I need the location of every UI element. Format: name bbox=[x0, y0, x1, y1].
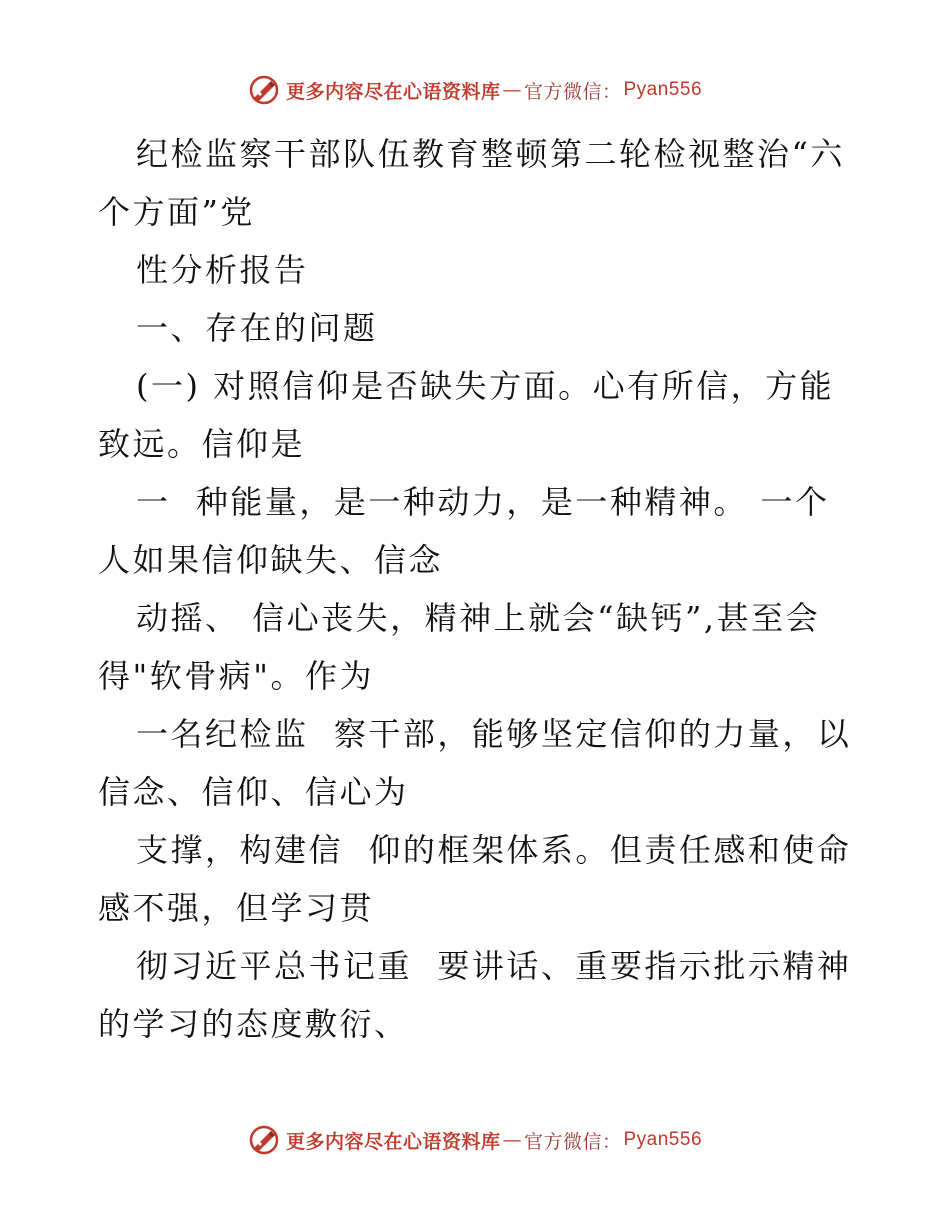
footer-wechat-label: 官方微信： bbox=[523, 1130, 622, 1153]
paragraph-title-line-1: 纪检监察干部队伍教育整顿第二轮检视整治“六个方面”党 bbox=[98, 135, 845, 231]
paragraph-body: (一) 对照信仰是否缺失方面。心有所信，方能致远。信仰是 bbox=[98, 367, 835, 463]
footer-slogan: 更多内容尽在心语资料库 bbox=[285, 1130, 501, 1153]
document-body bbox=[98, 125, 858, 1053]
header-watermark-banner bbox=[0, 70, 950, 110]
pen-logo-icon bbox=[248, 1124, 280, 1156]
header-wechat-id: Pyan556 bbox=[623, 79, 703, 100]
paragraph-body: 动摇、 信心丧失，精神上就会“缺钙”,甚至会得"软骨病"。作为 bbox=[98, 599, 821, 695]
paragraph-body: 一 种能量，是一种动力，是一种精神。 一个人如果信仰缺失、信念 bbox=[98, 483, 830, 579]
paragraph-body: 一名纪检监 察干部，能够坚定信仰的力量，以信念、信仰、信心为 bbox=[98, 715, 852, 811]
paragraph-title-line-2: 性分析报告 bbox=[136, 251, 309, 289]
pen-logo-icon bbox=[248, 74, 280, 106]
paragraph-body: 彻习近平总书记重 要讲话、重要指示批示精神的学习的态度敷衍、 bbox=[98, 947, 852, 1043]
footer-wechat-id: Pyan556 bbox=[623, 1129, 703, 1150]
paragraph-body: 支撑，构建信 仰的框架体系。但责任感和使命感不强，但学习贯 bbox=[98, 831, 852, 927]
header-wechat-label: 官方微信： bbox=[523, 80, 622, 103]
footer-watermark-banner bbox=[0, 1120, 950, 1160]
footer-dash: — bbox=[502, 1129, 522, 1151]
header-dash: — bbox=[502, 79, 522, 101]
paragraph-section-heading: 一、存在的问题 bbox=[136, 309, 378, 347]
header-slogan: 更多内容尽在心语资料库 bbox=[285, 80, 501, 103]
